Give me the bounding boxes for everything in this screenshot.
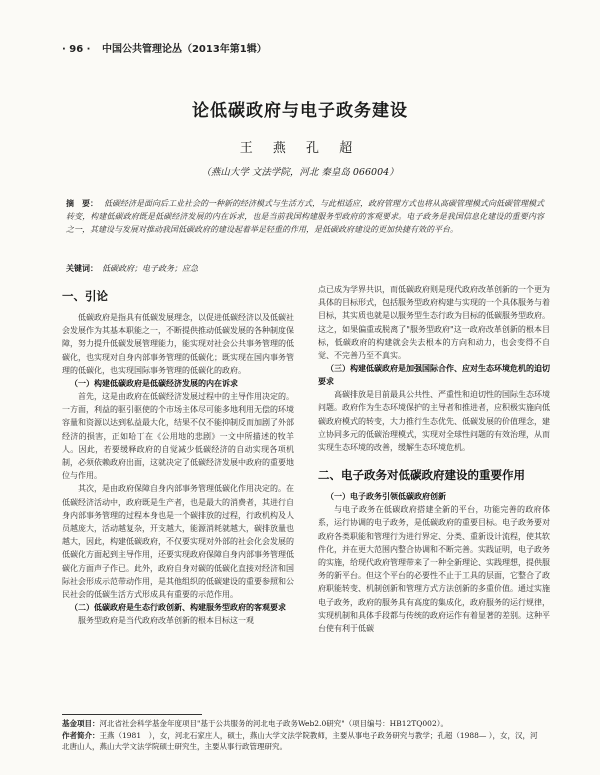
author-bio-label: 作者简介： bbox=[62, 730, 100, 740]
page-number: · 96 · bbox=[62, 44, 91, 55]
abstract-label: 摘 要： bbox=[66, 199, 98, 208]
author-affiliation: （燕山大学 文法学院，河北 秦皇岛 066004） bbox=[201, 167, 399, 178]
right-column bbox=[318, 283, 550, 635]
footnote-rule bbox=[62, 714, 202, 715]
journal-name: 中国公共管理论丛（2013年第1辑） bbox=[101, 44, 267, 55]
subsection-heading: （三）构建低碳政府是加强国际合作、应对生态环境危机的迫切要求 bbox=[318, 364, 550, 387]
paragraph: 其次，是由政府保障自身内部事务管理低碳化作用决定的。在低碳经济活动中，政府既是生产者，也是最大的消费者，其进行自身内部事务管理的过程本身也是一个碳排放的过程，行政机构及人员越庞大，活动越复杂，开支越大，能源消耗就越大，碳排放量也越大，因此，构建低碳政府，不仅要实现对外部的社会化会发展的低碳化方面起到主导作用，还要实现政府保障自身内部事务管理低碳化方面声子作已。此外，政府自身对碳的低碳化直接对经济和国际社会形成示范带动作用，是其他组织的低碳建设的重要参照和公民社会的低碳生活方式形成具有重要的示范作用。 bbox=[62, 484, 294, 600]
paragraph: 首先，这是由政府在低碳经济发展过程中的主导作用决定的。一方面，利益的驱引驱使的个市场主体尽可能多地利用无偿的环境容量和资源以达到私益最大化，结果不仅不能抑制反而加剧了外部经济的损害，正如哈丁在《公用地的悲剧》一文中所描述的牧羊人。因此，若要缓释政府的自觉减少低碳经济的自动实现各项机制，必须依赖政府出面，这就决定了低碳经济发展中政府的重要地位与作用。 bbox=[62, 392, 294, 481]
author-note bbox=[62, 730, 544, 753]
author-names: 王 燕 孔 超 bbox=[239, 141, 361, 156]
abstract bbox=[66, 197, 544, 236]
left-column bbox=[62, 283, 294, 627]
abstract-text: 低碳经济是面向后工业社会的一种新的经济模式与生活方式，与此相适应，政府管理方式也将从高碳管理模式向低碳管理模式转变，构建低碳政府既是低碳经济发展的内在诉求，也是当前我国构建服务型政府的客观要求。电子政务是我国信息化建设的重要内容之一，其建设与发展对推动我国低碳政府的建设起着举足轻重的作用，是低碳政府建设的更加快捷有效的平台。 bbox=[66, 199, 544, 234]
keywords bbox=[66, 263, 544, 275]
fund-note bbox=[62, 718, 544, 730]
fund-label: 基金项目： bbox=[62, 719, 100, 728]
fund-text: 河北省社会科学基金年度项目"基于公共服务的河北电子政务Web2.0研究"（项目编号：HB12TQ002）。 bbox=[99, 719, 448, 728]
section-heading-intro: 一、引论 bbox=[62, 289, 108, 303]
subsection-heading: （二）低碳政府是生态行政创新、构建服务型政府的客观要求 bbox=[70, 603, 286, 613]
subsection-heading: （一）电子政务引领低碳政府创新 bbox=[326, 492, 446, 502]
paragraph: 低碳政府是指具有低碳发展理念，以促进低碳经济以及低碳社会发展作为其基本职能之一，不断提供推动低碳发展的各种制度保障，努力提升低碳发展管理能力，能实现对社会公共事务管理的低碳化，也实现对自身内部事务管理的低碳化；既实现在国内事务管理的低碳化，也实现国际事务管理的低碳化的政府。 bbox=[62, 313, 294, 375]
author-bio-text: 王燕（1981 ），女，河北石家庄人，硕士，燕山大学文法学院教师，主要从事电子政务研究与教学；孔超（1988— ），女，汉，河北唐山人，燕山大学文法学院硕士研究生，主要从事行政管理研究。 bbox=[62, 730, 538, 751]
paragraph: 高碳排放是目前最具公共性、严重性和迫切性的国际生态环境问题。政府作为生态环境保护的主导者和推进者，应积极实施向低碳政府模式的转变，大力推行生态优先、低碳发展的价值理念，建立协同多元的低碳治理模式，实现对全球性问题的有效治理，从而实现生态环境的改善，缓解生态环境危机。 bbox=[318, 390, 550, 453]
keywords-text: 低碳政府；电子政务；应急 bbox=[102, 264, 198, 273]
paragraph: 与电子政务在低碳政府搭建全新的平台，功能完善的政府体系，运行协调的电子政务，是低碳政府的重要目标。电子政务要对政府各类职能和管理行为进行界定、分类、重新设计流程，使其软件化，并在更大范围内整合协调和不断完善。实践证明，电子政务的实施，给现代政府管理带来了一种全新理论、实践理想，提供服务的新平台。但这个平台的必要性不止于工具的层面，它整合了政府职能转变、机制创新和管理方式方法创新的多重价值。通过实施电子政务，政府的服务具有高度的集成化，政府服务的运行规律，实现机制和具体手段都与传统的政府运作有着显著的差别。这种平台使有利于低碳 bbox=[318, 505, 550, 634]
keywords-label: 关键词： bbox=[66, 264, 98, 273]
paragraph: 点已成为学界共识，而低碳政府则是现代政府改革创新的一个更为具体的目标形式，包括服务型政府构建与实现的一个具体服务与着目标，其实质也就是以服务型生态行政为目标的低碳服务型政府。这之，如果偏重或脱离了"服务型政府"这一政府改革创新的根本目标，低碳政府的构建就会失去根本的方向和动力，也会变得不自觉、不完善乃至不真实。 bbox=[318, 285, 550, 361]
footnotes bbox=[62, 718, 544, 753]
paper-title: 论低碳政府与电子政务建设 bbox=[192, 101, 408, 121]
paragraph: 服务型政府是当代政府改革创新的根本目标这一观 bbox=[78, 616, 254, 626]
running-header bbox=[62, 40, 552, 55]
section-heading-two: 二、电子政务对低碳政府建设的重要作用 bbox=[318, 468, 525, 483]
subsection-heading: （一）构建低碳政府是低碳经济发展的内在诉求 bbox=[70, 379, 238, 389]
